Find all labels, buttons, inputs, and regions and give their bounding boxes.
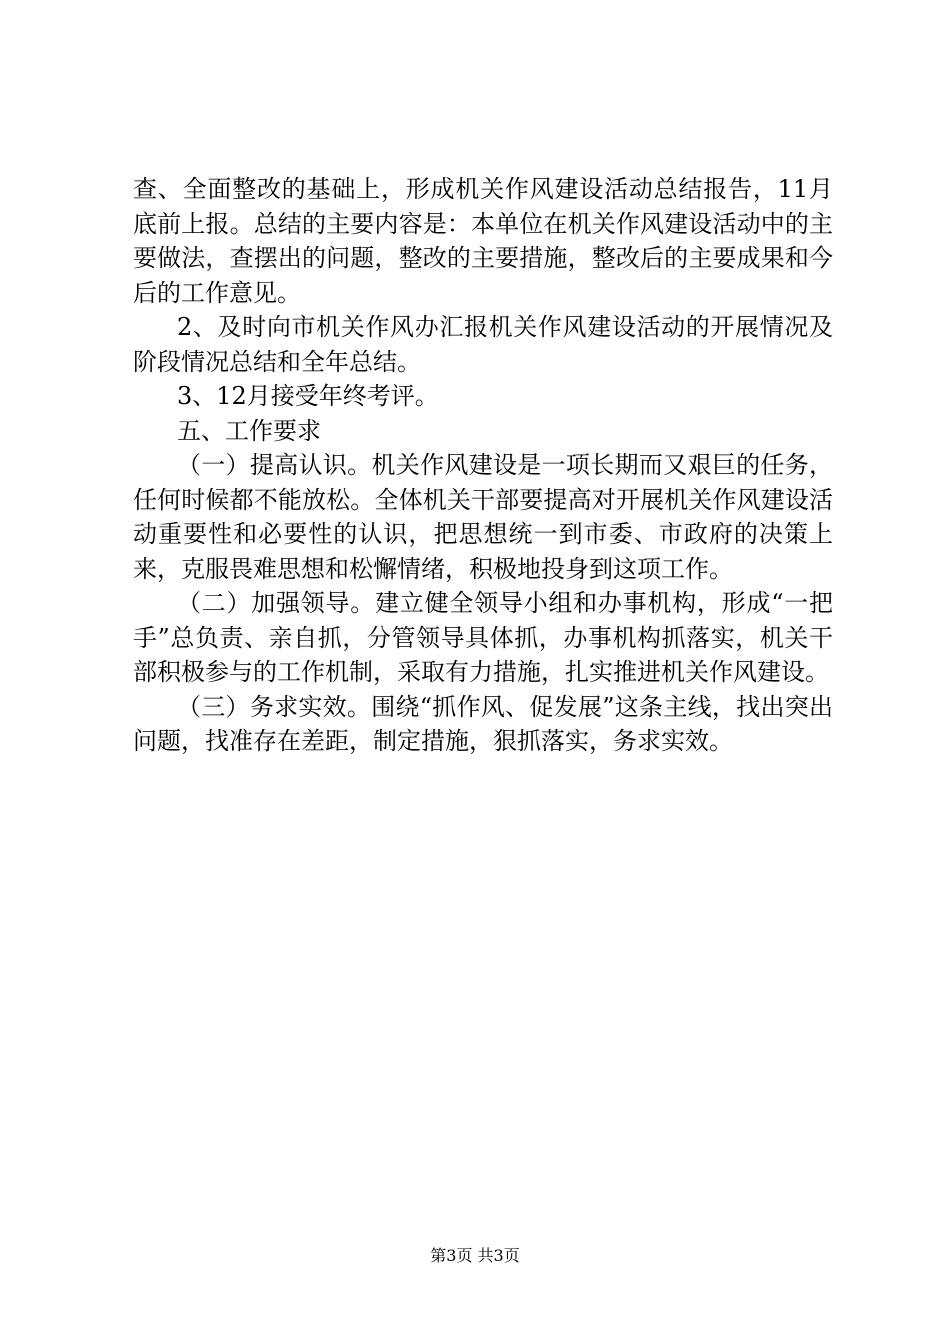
paragraph-requirement-2: （二）加强领导。建立健全领导小组和办事机构，形成“一把手”总负责、亲自抓，分管领导具体抓，办事机构抓落实，机关干部积极参与的工作机制，采取有力措施，扎实推进机关作风建设。 xyxy=(133,589,833,686)
paragraph-summary-report: 查、全面整改的基础上，形成机关作风建设活动总结报告，11月底前上报。总结的主要内容是：本单位在机关作风建设活动中的主要做法，查摆出的问题，整改的主要措施，整改后的主要成果和今后的工作意见。 xyxy=(133,175,833,307)
document-body xyxy=(133,172,833,759)
section-heading-work-requirements: 五、工作要求 xyxy=(177,416,321,445)
page-footer xyxy=(0,1244,950,1268)
paragraph-requirement-3: （三）务求实效。围绕“抓作风、促发展”这条主线，找出突出问题，找准存在差距，制定措施，狠抓落实，务求实效。 xyxy=(133,692,833,755)
paragraph-requirement-1: （一）提高认识。机关作风建设是一项长期而又艰巨的任务，任何时候都不能放松。全体机关干部要提高对开展机关作风建设活动重要性和必要性的认识，把思想统一到市委、市政府的决策上来，克服畏难思想和松懈情绪，积极地投身到这项工作。 xyxy=(133,451,833,583)
page-number-indicator: 第3页 共3页 xyxy=(430,1246,520,1265)
paragraph-item-2: 2、及时向市机关作风办汇报机关作风建设活动的开展情况及阶段情况总结和全年总结。 xyxy=(133,313,833,376)
paragraph-item-3: 3、12月接受年终考评。 xyxy=(177,382,439,410)
